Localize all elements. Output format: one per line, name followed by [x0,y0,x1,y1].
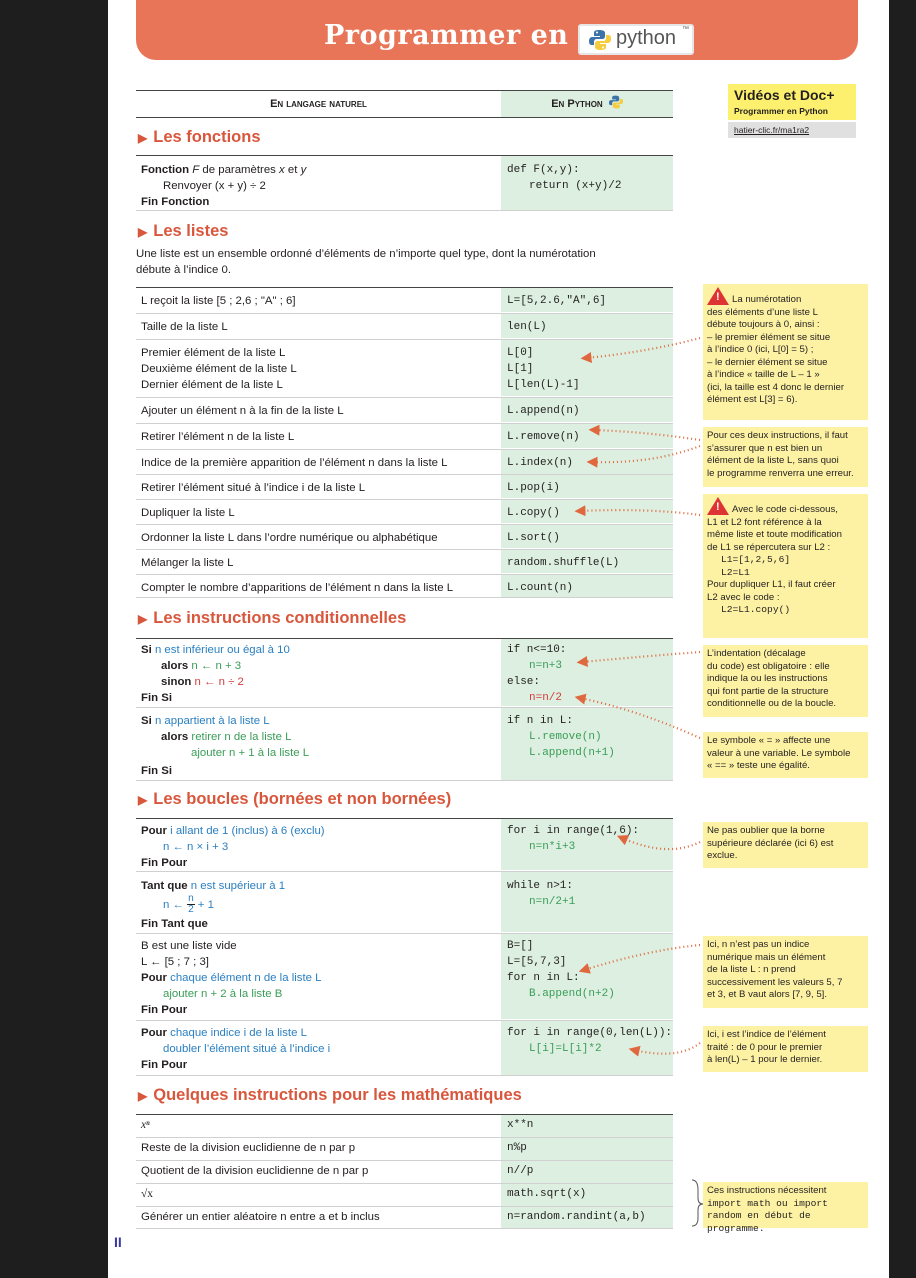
loop4-fin: Fin Pour [141,1059,188,1071]
python-word: python [616,27,677,49]
list-row-text [141,505,235,521]
note8-line-0: Ici, i est l’indice de l’élément [707,1029,826,1040]
note3-line-0: Avec le code ci-dessous, [732,504,838,515]
list-row [136,339,673,396]
loop4-text [141,1025,330,1073]
header-left: En langage naturel [270,98,367,110]
loop1-code [501,819,673,870]
listes-intro [136,246,596,278]
loop3-code [501,934,673,1019]
tm-mark: ™ [682,26,689,33]
cond1-fin: Fin Si [141,692,173,704]
list-row-text-line: Retirer l’élément situé à l’indice i de la liste L [141,482,366,494]
cond2-alors: alors [161,731,189,743]
list-row-text-line: Ordonner la liste L dans l’ordre numérique ou alphabétique [141,532,438,544]
section-maths-label: Quelques instructions pour les mathématiques [153,1086,522,1104]
note2-line-2: élément de la liste L, sans quoi [707,455,839,466]
list-row-code-line: L.index(n) [507,457,574,469]
section-fonctions-label: Les fonctions [153,128,261,146]
column-header [136,90,673,118]
cond1-code-4: n=n/2 [529,692,563,704]
math-row [136,1183,673,1206]
list-row [136,397,673,422]
loop3-fin: Fin Pour [141,1004,188,1016]
math-row [136,1137,673,1160]
note-element [703,936,868,1008]
list-row-text [141,345,297,393]
list-row-text [141,403,344,419]
list-row-text-line: Indice de la première apparition de l’élément n dans la liste L [141,457,448,469]
param-y: y [300,164,307,176]
video-title: Vidéos et Doc+ [728,84,856,106]
loop4-pour: Pour [141,1027,167,1039]
loop3-range: chaque élément n de la liste L [170,972,322,984]
note-indice [703,1026,868,1072]
note2-line-3: le programme renverra une erreur. [707,467,854,479]
loop3-line2: L ← [5 ; 7 ; 3] [141,956,209,968]
fonction-name: F [192,164,200,176]
loop3-code-1: B=[] [507,940,534,952]
list-row-code-line: L[len(L)-1] [507,379,580,391]
cond2-condition: n appartient à la liste L [154,715,270,727]
cond2-row [136,707,673,781]
list-row-text [141,480,365,496]
loop1-range: i allant de 1 (inclus) à 6 (exclu) [170,825,325,837]
listes-intro-1: Une liste est un ensemble ordonné d’éléments de n’importe quel type, dont la numérotation [136,248,596,260]
list-row-text [141,429,294,445]
loop3-line1: B est une liste vide [141,940,237,952]
note6-line-2: exclue. [707,850,738,861]
cond1-alors: alors [161,660,189,672]
param-x: x [279,164,285,176]
note1-line-6: à l’indice « taille de L – 1 » [707,369,820,380]
fonction-row [136,155,673,211]
section-fonctions: ▶ Les fonctions [138,128,261,146]
note1-line-1: des éléments d’une liste L [707,306,818,318]
note3-line-1: L1 et L2 font référence à la [707,516,822,528]
math-row-code: n%p [501,1138,673,1160]
note2-line-1: s’assurer que n est bien un [707,442,823,454]
header-right-label: En Python [551,98,603,110]
list-row-text-line: Dupliquer la liste L [141,507,235,519]
cond1-condition: n est inférieur ou égal à 10 [154,644,290,656]
note7-line-0: Ici, n n’est pas un indice [707,939,810,950]
loop3-body: ajouter n + 2 à la liste B [163,988,283,1000]
python-small-icon [609,95,623,109]
list-row-code [501,424,673,448]
video-link[interactable]: hatier-clic.fr/ma1ra2 [728,122,856,138]
section-conditions: ▶ Les instructions conditionnelles [138,609,407,627]
list-row-text-line: Mélanger la liste L [141,557,234,569]
section-conditions-label: Les instructions conditionnelles [153,609,407,627]
list-row [136,449,673,474]
note7-line-3: successivement les valeurs 5, 7 [707,976,843,988]
list-row-text-line: L reçoit la liste [5 ; 2,6 ; "A" ; 6] [141,295,296,307]
list-row-code [501,398,673,422]
fonction-code-2: return (x+y)/2 [529,180,622,192]
note5-line-1: valeur à une variable. Le symbole [707,747,851,759]
list-row-text-line: Retirer l’élément n de la liste L [141,431,295,443]
cond1-si: Si [141,644,152,656]
loop4-code [501,1021,673,1075]
list-row-text [141,555,233,571]
cond2-fin: Fin Si [141,765,173,777]
list-row-text-line: Taille de la liste L [141,321,228,333]
list-row-text [141,580,453,596]
section-maths: ▶ Quelques instructions pour les mathématiques [138,1086,522,1104]
video-doc-box [728,84,856,140]
loop2-body-b: + 1 [197,899,214,911]
note-numerotation [703,284,868,420]
loop1-row [136,818,673,870]
cond2-code-2: L.remove(n) [529,731,602,743]
loop1-pour: Pour [141,825,167,837]
warning-icon: ! [707,287,729,305]
list-row-text [141,319,228,335]
note7-line-1: numérique mais un élément [707,951,826,963]
section-listes: ▶ Les listes [138,222,229,240]
cond1-code-3: else: [507,676,541,688]
list-row-code [501,450,673,474]
note-range [703,822,868,868]
fonction-code-1: def F(x,y): [507,164,580,176]
list-row-code-line: random.shuffle(L) [507,557,620,569]
list-row-code [501,340,673,396]
note1-line-3: – le premier élément se situe [707,331,831,343]
cond1-sinon: sinon [161,676,192,688]
list-row-text [141,293,296,309]
warning-icon: ! [707,497,729,515]
note4-line-3: qui font partie de la structure [707,685,829,697]
title-banner [136,0,858,60]
note-copy [703,494,868,638]
list-row-code-line: L.sort() [507,532,560,544]
fonction-kw: Fonction [141,164,190,176]
cond1-sinon-action: n ← n ÷ 2 [194,676,244,688]
fonction-text [141,162,306,210]
note1-line-4: à l’indice 0 (ici, L[0] = 5) ; [707,344,814,355]
loop4-body: doubler l’élément situé à l’indice i [163,1043,331,1055]
list-row-text-line: Premier élément de la liste L [141,347,286,359]
fonction-code [501,156,673,210]
cond1-alors-action: n ← n + 3 [191,660,242,672]
note-import [703,1182,868,1234]
list-row [136,549,673,573]
cond1-text [141,642,290,706]
python-snake-icon [589,29,611,51]
loop2-code-1: while n>1: [507,880,574,892]
cond1-code-1: if n<=10: [507,644,567,656]
list-row [136,499,673,523]
note4-line-1: du code) est obligatoire : elle [707,660,830,672]
math-row-text: √x [141,1188,153,1200]
list-row [136,423,673,448]
loop4-row [136,1020,673,1076]
list-row-text [141,455,447,471]
loop2-fin: Fin Tant que [141,918,208,930]
loop2-body-a: n ← [163,899,184,911]
cond1-row [136,638,673,706]
list-row [136,524,673,548]
fonction-end: Fin Fonction [141,196,210,208]
math-row-code: n//p [501,1161,673,1183]
loop2-row [136,871,673,932]
math-row-text: Reste de la division euclidienne de n par p [141,1142,356,1154]
list-row-code-line: L.count(n) [507,582,574,594]
loop2-condition: n est supérieur à 1 [190,880,286,892]
math-row-code: x**n [501,1115,673,1137]
note8-line-1: traité : de 0 pour le premier [707,1041,823,1053]
math-row-text: xⁿ [141,1119,150,1131]
math-row-code: math.sqrt(x) [501,1184,673,1206]
list-row-code [501,575,673,597]
list-row-code-line: L.copy() [507,507,560,519]
listes-intro-2: débute à l’indice 0. [136,264,231,276]
math-row [136,1160,673,1183]
loop4-range: chaque indice i de la liste L [170,1027,307,1039]
loop3-code-3: for n in L: [507,972,580,984]
note1-line-8: élément est L[3] = 6). [707,394,798,405]
list-row-code [501,525,673,548]
note2-line-0: Pour ces deux instructions, il faut [707,430,848,441]
note3-line-7: L2 avec le code : [707,591,780,603]
list-row-text [141,530,438,546]
note1-line-7: (ici, la taille est 4 donc le dernier [707,381,845,393]
loop2-code-2: n=n/2+1 [529,896,576,908]
cond1-code-2: n=n+3 [529,660,563,672]
loop1-body: n ← n × i + 3 [163,841,229,853]
note6-line-1: supérieure déclarée (ici 6) est [707,837,834,849]
list-row [136,574,673,598]
list-row-code-line: L=[5,2.6,"A",6] [507,295,607,307]
note7-line-2: de la liste L : n prend [707,964,796,975]
note4-line-0: L’indentation (décalage [707,648,806,659]
cond2-alors-action: retirer n de la liste L [191,731,292,743]
section-listes-label: Les listes [153,222,229,240]
section-boucles: ▶ Les boucles (bornées et non bornées) [138,790,452,808]
list-row-text-line: Compter le nombre d’apparitions de l’élément n dans la liste L [141,582,454,594]
note5-line-0: Le symbole « = » affecte une [707,735,831,746]
loop2-den: 2 [188,904,194,916]
header-right [501,91,673,117]
list-row-text-line: Deuxième élément de la liste L [141,363,297,375]
list-row-code-line: L[1] [507,363,534,375]
video-subtitle: Programmer en Python [728,106,856,120]
list-row-code [501,500,673,523]
loop4-code-1: for i in range(0,len(L)): [507,1027,673,1039]
math-row-text: Quotient de la division euclidienne de n par p [141,1165,369,1177]
section-boucles-label: Les boucles (bornées et non bornées) [153,790,452,808]
list-row-code-line: len(L) [507,321,547,333]
page-number: II [114,1234,122,1250]
loop3-code-2: L=[5,7,3] [507,956,567,968]
note7-line-4: et 3, et B vaut alors [7, 9, 5]. [707,989,827,1000]
list-row-text-line: Dernier élément de la liste L [141,379,283,391]
note5-line-2: « == » teste une égalité. [707,760,810,771]
note3-line-8: L2=L1.copy() [721,604,791,615]
list-row [136,287,673,312]
cond2-code-1: if n in L: [507,715,574,727]
cond1-code [501,639,673,706]
note3-line-2: même liste et toute modification [707,529,842,540]
note3-line-4: L1=[1,2,5,6] [721,554,791,565]
list-row-text-line: Ajouter un élément n à la fin de la liste L [141,405,344,417]
brace-import [692,1180,703,1226]
loop3-pour: Pour [141,972,167,984]
note-equal [703,732,868,778]
cond2-si: Si [141,715,152,727]
note1-line-5: – le dernier élément se situe [707,356,828,368]
list-row-code [501,475,673,498]
list-row-code-line: L.append(n) [507,405,580,417]
loop2-num: n [188,893,194,905]
math-row-text: Générer un entier aléatoire n entre a et b inclus [141,1211,380,1223]
math-row-code: n=random.randint(a,b) [501,1207,673,1228]
note9-line-2: random en début de programme. [707,1210,811,1234]
python-logo [578,24,694,55]
loop2-tantque: Tant que [141,880,188,892]
note3-line-5: L2=L1 [721,566,750,578]
loop2-text [141,878,285,932]
cond2-ajout: ajouter n + 1 à la liste L [191,747,310,759]
math-row [136,1206,673,1229]
note3-line-3: de L1 se répercutera sur L2 : [707,541,831,553]
loop1-code-1: for i in range(1,6): [507,825,640,837]
note3-line-6: Pour dupliquer L1, il faut créer [707,579,836,590]
cond2-code [501,708,673,780]
page [108,0,889,1278]
note-indentation [703,645,868,717]
fonction-return: Renvoyer (x + y) ÷ 2 [163,180,266,192]
loop1-fin: Fin Pour [141,857,188,869]
list-row-code-line: L[0] [507,347,534,359]
note1-line-0: La numérotation [732,294,802,305]
note6-line-0: Ne pas oublier que la borne [707,825,825,836]
loop1-code-2: n=n*i+3 [529,841,576,853]
cond2-code-3: L.append(n+1) [529,747,615,759]
loop3-text [141,938,321,1018]
banner-title: Programmer en [324,20,569,51]
note-remove-index [703,427,868,487]
note9-line-0: Ces instructions nécessitent [707,1185,827,1196]
math-row [136,1114,673,1137]
loop3-code-4: B.append(n+2) [529,988,615,1000]
loop1-text [141,823,325,871]
note1-line-2: débute toujours à 0, ainsi : [707,319,820,330]
loop3-row [136,933,673,1019]
list-row [136,474,673,498]
cond2-text [141,713,309,779]
list-row-code [501,288,673,312]
note4-line-2: indique la ou les instructions [707,673,828,684]
note9-line-1: import math ou import [707,1197,828,1209]
loop2-code [501,872,673,932]
fonction-et: et [287,164,298,176]
list-row-code-line: L.pop(i) [507,482,560,494]
fonction-params-label: de paramètres [202,164,276,176]
note8-line-2: à len(L) – 1 pour le dernier. [707,1054,823,1065]
list-row-code [501,550,673,573]
list-row-code-line: L.remove(n) [507,431,580,443]
note4-line-4: conditionnelle ou de la boucle. [707,698,837,709]
list-row-code [501,314,673,338]
loop2-fraction [187,894,195,915]
list-row [136,313,673,338]
loop4-code-2: L[i]=L[i]*2 [529,1043,602,1055]
